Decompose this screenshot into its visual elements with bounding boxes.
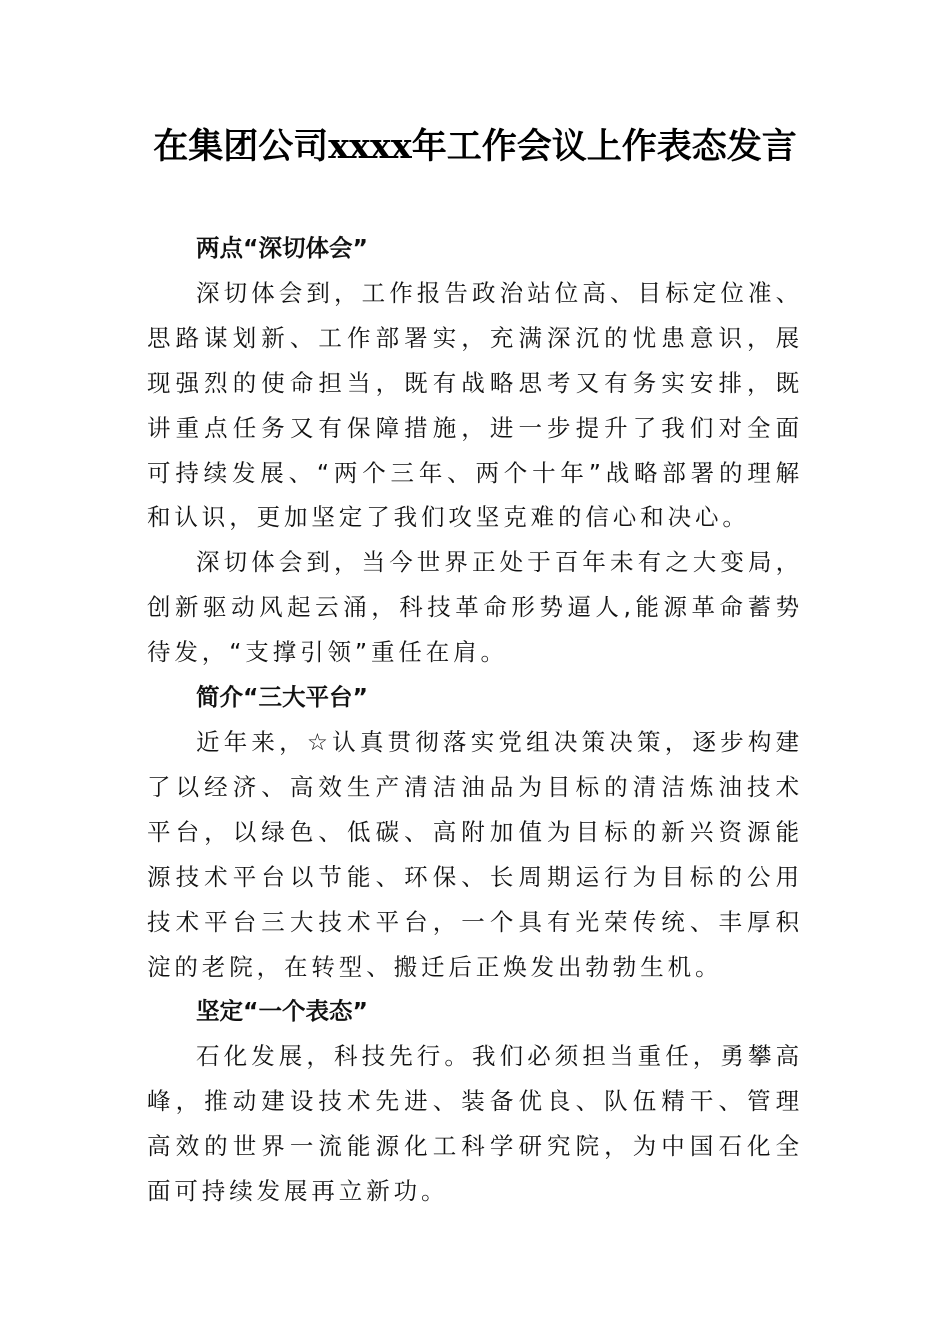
document-title: 在集团公司xxxx年工作会议上作表态发言 [153,126,797,167]
paragraph-experience-1: 深切体会到，工作报告政治站位高、目标定位准、思路谋划新、工作部署实，充满深沉的忧患意识，展现强烈的使命担当，既有战略思考又有务实安排，既讲重点任务又有保障措施，进一步提升了我们对全面可持续发展、“两个三年、两个十年”战略部署的理解和认识，更加坚定了我们攻坚克难的信心和决心。 [147,278,803,532]
paragraph-statement-1: 石化发展，科技先行。我们必须担当重任，勇攀高峰，推动建设技术先进、装备优良、队伍精干、管理高效的世界一流能源化工科学研究院，为中国石化全面可持续发展再立新功。 [147,1042,803,1206]
section-heading-statement: 坚定“一个表态” [196,997,368,1026]
document-body [147,226,803,1214]
paragraph-platforms-1: 近年来，☆认真贯彻落实党组决策决策，逐步构建了以经济、高效生产清洁油品为目标的清洁炼油技术平台，以绿色、低碳、高附加值为目标的新兴资源能源技术平台以节能、环保、长周期运行为目标的公用技术平台三大技术平台，一个具有光荣传统、丰厚积淀的老院，在转型、搬迁后正焕发出勃勃生机。 [147,727,803,981]
paragraph-experience-2: 深切体会到，当今世界正处于百年未有之大变局，创新驱动风起云涌，科技革命形势逼人,能源革命蓄势待发，“支撑引领”重任在肩。 [147,548,803,667]
section-heading-experience: 两点“深切体会” [196,234,368,262]
section-heading-platforms: 简介“三大平台” [196,683,368,712]
